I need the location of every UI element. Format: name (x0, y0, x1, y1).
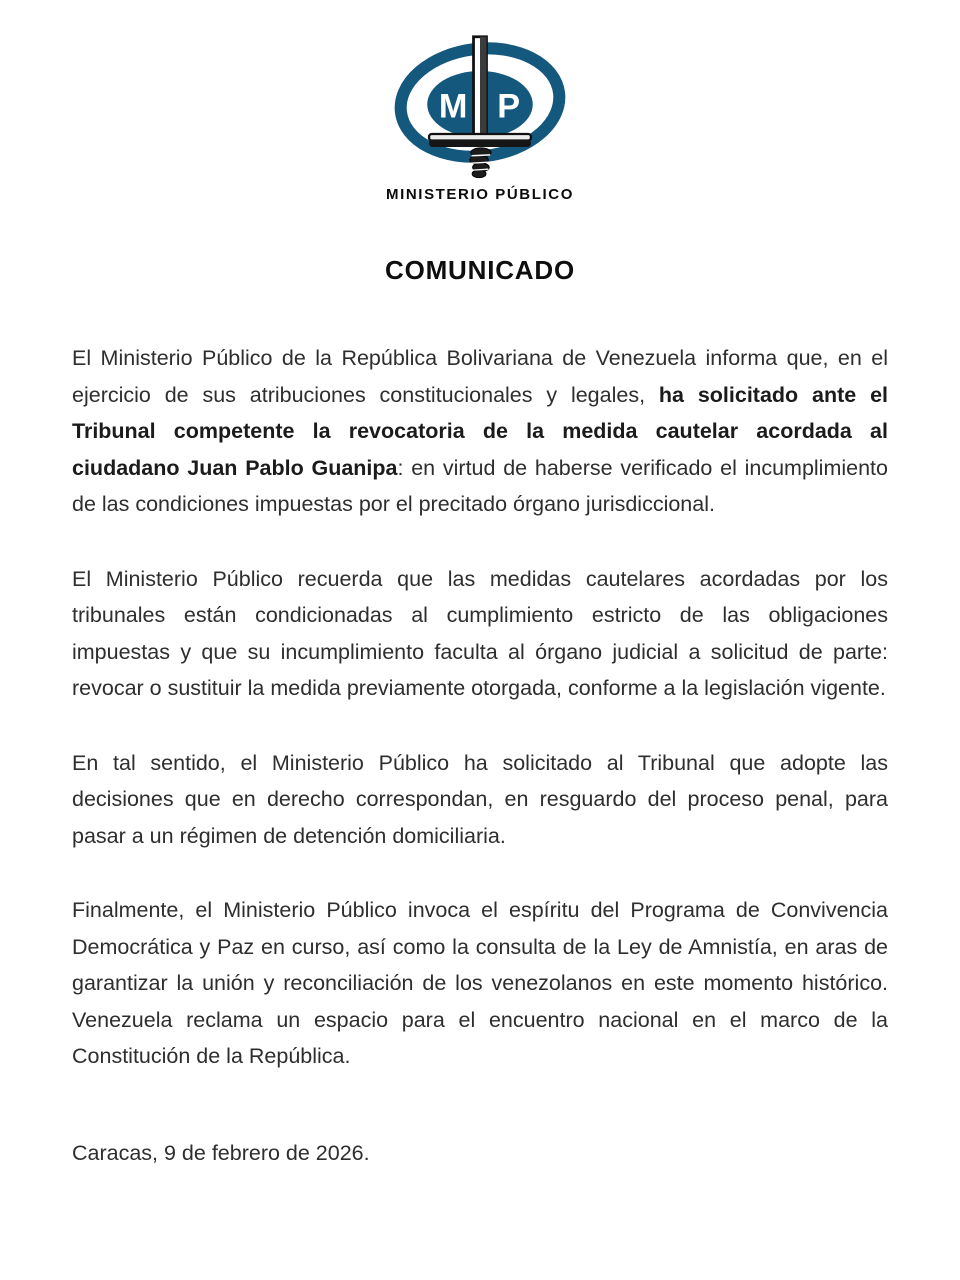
dateline: Caracas, 9 de febrero de 2026. (72, 1140, 370, 1165)
paragraph-1-intro: El Ministerio Público de la República Bolivariana de Venezuela informa que, en el ejercicio de sus atribuciones constitucionales y legales, (72, 346, 888, 407)
logo-letter-p: P (497, 87, 521, 126)
page-title: COMUNICADO (385, 255, 575, 285)
paragraph-4: Finalmente, el Ministerio Público invoca el espíritu del Programa de Convivencia Democrática y Paz en curso, así como la consulta de la Ley de Amnistía, en aras de garantizar la unión y reconciliación de los venezolanos en este momento histórico. Venezuela reclama un espacio para el encuentro nacional en el marco de la Constitución de la República. (72, 898, 888, 1068)
paragraph-1-bold-statement: ha solicitado ante el Tribunal competente la revocatoria de la medida cautelar acordada al ciudadano Juan Pablo Guanipa (72, 382, 889, 480)
communique-body (72, 340, 888, 1075)
paragraph-3: En tal sentido, el Ministerio Público ha solicitado al Tribunal que adopte las decisiones que en derecho correspondan, en resguardo del proceso penal, para pasar a un régimen de detención domiciliaria. (72, 750, 888, 848)
paragraph-1 (72, 340, 888, 523)
logo-letter-m: M (438, 87, 468, 126)
logo-caption: MINISTERIO PÚBLICO (386, 186, 574, 203)
ministerio-publico-logo (72, 34, 888, 203)
paragraph-1-closing: : en virtud de haberse verificado el incumplimiento de las condiciones impuestas por el precitado órgano jurisdiccional. (72, 455, 888, 516)
paragraph-2: El Ministerio Público recuerda que las medidas cautelares acordadas por los tribunales están condicionadas al cumplimiento estricto de las obligaciones impuestas y que su incumplimiento faculta al órgano judicial a solicitud de parte: revocar o sustituir la medida previamente otorgada, conforme a la legislación vigente. (72, 566, 888, 700)
mp-sword-emblem-icon (392, 34, 568, 184)
